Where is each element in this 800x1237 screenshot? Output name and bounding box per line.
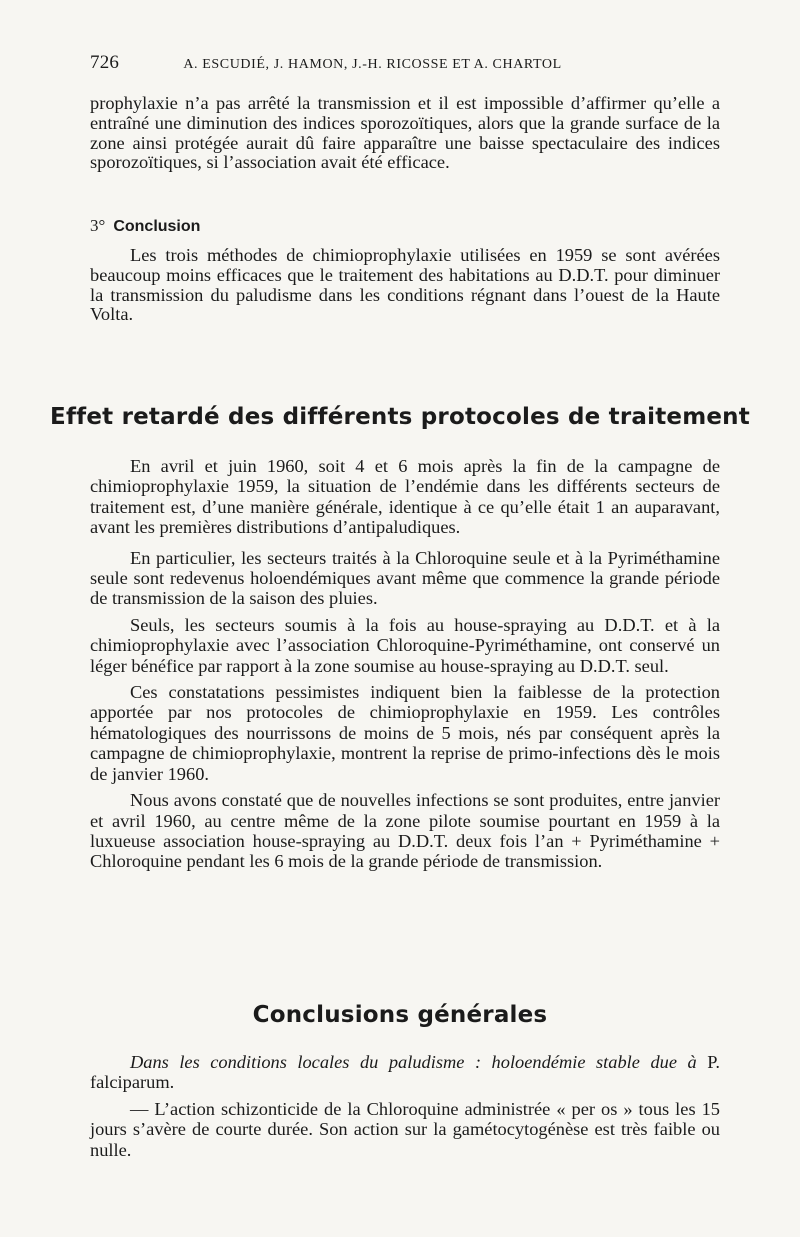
effet-paragraph-2: En particulier, les secteurs traités à la Chloroquine seule et à la Pyriméthamine seule sont redevenus holoendémiques avant même que commence la grande période de transmission de la saison des pluies.: [90, 547, 720, 609]
continuation-paragraph: [90, 94, 720, 173]
continuation-text: prophylaxie n’a pas arrêté la transmission et il est impossible d’affirmer qu’elle a entraîné une diminution des indices sporozoïtiques, alors que la grande surface de la zone ainsi protégée aurait dû faire apparaître une baisse spectaculaire des indices sporozoïtiques, si l’association avait été efficace.: [90, 93, 720, 173]
conclusion-paragraph: [90, 246, 720, 325]
effet-paragraph-4: Ces constatations pessimistes indiquent bien la faiblesse de la protection apportée par nos protocoles de chimioprophylaxie en 1959. Les contrôles hématologiques des nourrissons de moins de 5 mois, nés par conséquent après la campagne de chimioprophylaxie, montrent la reprise de primo-infections dès le mois de janvier 1960.: [90, 682, 720, 784]
conclusions-paragraph: — L’action schizonticide de la Chloroquine administrée « per os » tous les 15 jours s’avère de courte durée. Son action sur la gamétocytogénèse est très faible ou nulle.: [90, 1098, 720, 1160]
effet-body: [90, 456, 720, 872]
conclusions-italic-lead: Dans les conditions locales du paludisme : holoendémie stable due à: [130, 1052, 697, 1072]
running-header: [90, 52, 730, 74]
effet-paragraph-5: Nous avons constaté que de nouvelles infections se sont produites, entre janvier et avril 1960, au centre même de la zone pilote soumise pourtant en 1959 à la luxueuse association house-spraying au D.D.T. deux fois l’an + Pyriméthamine + Chloroquine pendant les 6 mois de la grande période de transmission.: [90, 790, 720, 872]
conclusions-body: [90, 1052, 720, 1160]
author-line: A. ESCUDIÉ, J. HAMON, J.-H. RICOSSE ET A. CHARTOL: [183, 57, 562, 72]
conclusions-lead-tail: P. falciparum.: [90, 1052, 720, 1093]
subheading-number: 3°: [90, 216, 106, 235]
conclusions-lead: [90, 1052, 720, 1093]
effet-paragraph-3: Seuls, les secteurs soumis à la fois au house-spraying au D.D.T. et à la chimioprophylaxie avec l’association Chloroquine-Pyriméthamine, ont conservé un léger bénéfice par rapport à la zone soumise au house-spraying au D.D.T. seul.: [90, 614, 720, 676]
subheading-title: Conclusion: [113, 218, 201, 235]
section-title-effet: Effet retardé des différents protocoles de traitement: [50, 404, 750, 430]
page-number: 726: [90, 52, 120, 73]
effet-paragraph-1: En avril et juin 1960, soit 4 et 6 mois après la fin de la campagne de chimioprophylaxie 1959, la situation de l’endémie dans les différents secteurs de traitement est, d’une manière générale, identique à ce qu’elle était 1 an auparavant, avant les premières distributions d’antipaludiques.: [90, 456, 720, 538]
section-title-conclusions: Conclusions générales: [252, 1002, 548, 1028]
conclusion-text: Les trois méthodes de chimioprophylaxie utilisées en 1959 se sont avérées beaucoup moins efficaces que le traitement des habitations au D.D.T. pour diminuer la transmission du paludisme dans les conditions régnant dans l’ouest de la Haute Volta.: [90, 245, 720, 325]
conclusion-subheading: [90, 216, 200, 236]
